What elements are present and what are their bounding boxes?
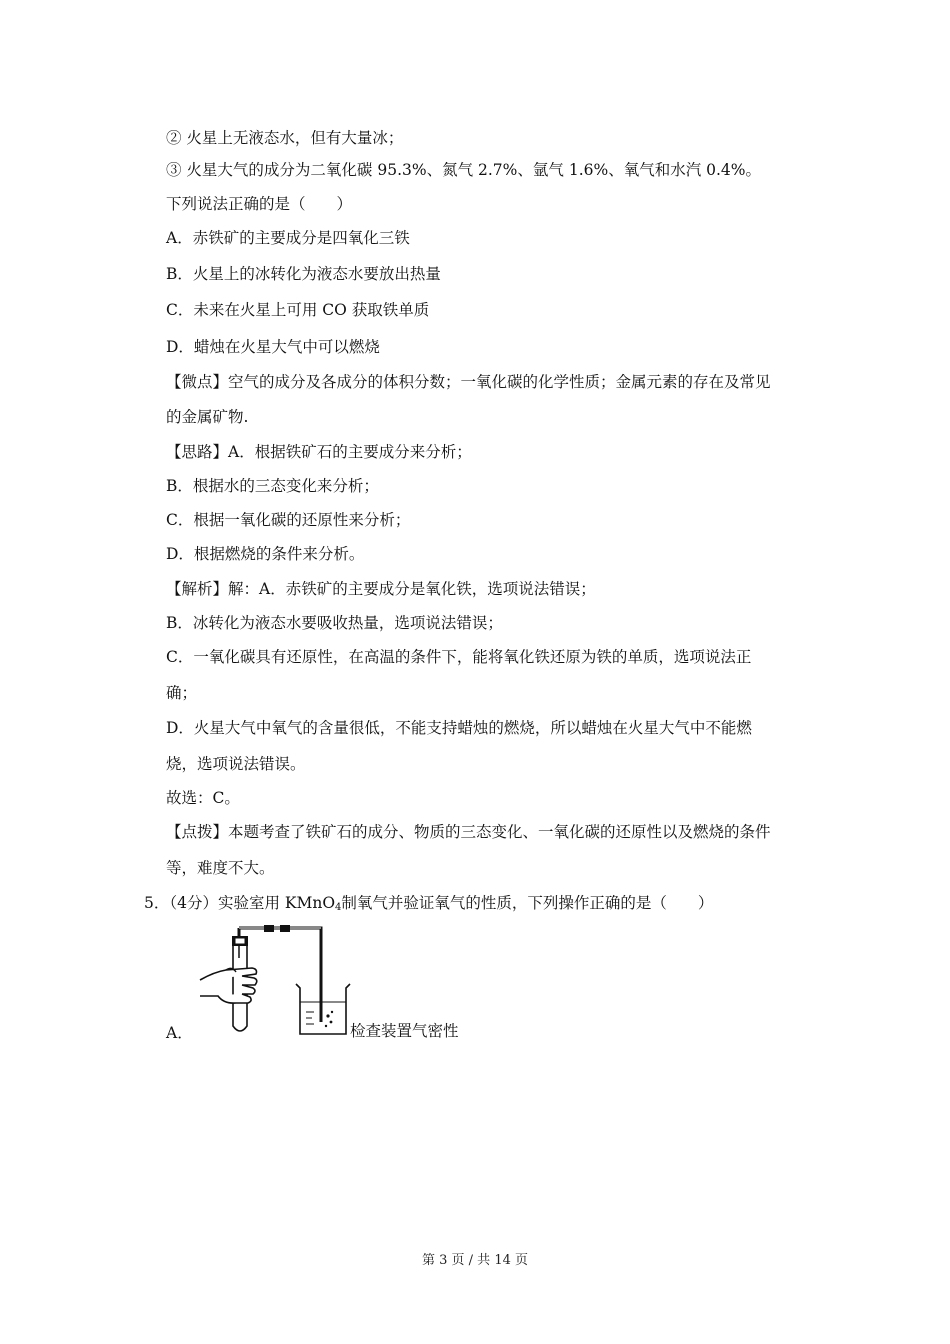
question-5-prefix: 5．（4分）实验室用 KMnO bbox=[144, 894, 336, 912]
option-c: C．未来在火星上可用 CO 获取铁单质 bbox=[166, 301, 430, 319]
analysis-d-cont: 烧，选项说法错误。 bbox=[166, 755, 306, 773]
option-b: B．火星上的冰转化为液态水要放出热量 bbox=[166, 265, 441, 283]
analysis-b: B．冰转化为液态水要吸收热量，选项说法错误； bbox=[166, 614, 503, 632]
approach-b: B．根据水的三态变化来分析； bbox=[166, 477, 379, 495]
approach-c: C．根据一氧化碳的还原性来分析； bbox=[166, 511, 411, 529]
option-a: A．赤铁矿的主要成分是四氧化三铁 bbox=[166, 229, 410, 247]
analysis-d: D．火星大气中氧气的含量很低，不能支持蜡烛的燃烧，所以蜡烛在火星大气中不能燃 bbox=[166, 719, 752, 737]
approach: 【思路】A．根据铁矿石的主要成分来分析； bbox=[166, 443, 472, 461]
text-line: ③ 火星大气的成分为二氧化碳 95.3%、氮气 2.7%、氩气 1.6%、氧气和水汽 0.4%。 bbox=[166, 161, 762, 179]
question-5-subscript: 4 bbox=[335, 902, 342, 913]
approach-d: D．根据燃烧的条件来分析。 bbox=[166, 545, 365, 563]
option-a-caption: 检查装置气密性 bbox=[350, 1022, 459, 1040]
question-5-suffix: 制氧气并验证氧气的性质，下列操作正确的是（ ） bbox=[341, 894, 714, 912]
comment-cont: 等，难度不大。 bbox=[166, 859, 275, 877]
option-a-label: A． bbox=[166, 1024, 193, 1042]
option-d: D．蜡烛在火星大气中可以燃烧 bbox=[166, 338, 380, 356]
page-footer: 第 3 页 / 共 14 页 bbox=[422, 1253, 528, 1268]
key-points: 【微点】空气的成分及各成分的体积分数；一氧化碳的化学性质；金属元素的存在及常见 bbox=[166, 373, 771, 391]
question-5 bbox=[144, 893, 713, 918]
analysis-c: C．一氧化碳具有还原性，在高温的条件下，能将氧化铁还原为铁的单质，选项说法正 bbox=[166, 648, 752, 666]
analysis: 【解析】解：A．赤铁矿的主要成分是氧化铁，选项说法错误； bbox=[166, 580, 596, 598]
text-line: ② 火星上无液态水，但有大量冰； bbox=[166, 129, 404, 147]
comment: 【点拨】本题考查了铁矿石的成分、物质的三态变化、一氧化碳的还原性以及燃烧的条件 bbox=[166, 823, 771, 841]
question-stem: 下列说法正确的是（ ） bbox=[166, 195, 353, 213]
airtightness-apparatus-figure bbox=[196, 922, 356, 1040]
answer: 故选：C。 bbox=[166, 789, 240, 807]
key-points-cont: 的金属矿物. bbox=[166, 408, 249, 426]
analysis-c-cont: 确； bbox=[166, 684, 198, 702]
